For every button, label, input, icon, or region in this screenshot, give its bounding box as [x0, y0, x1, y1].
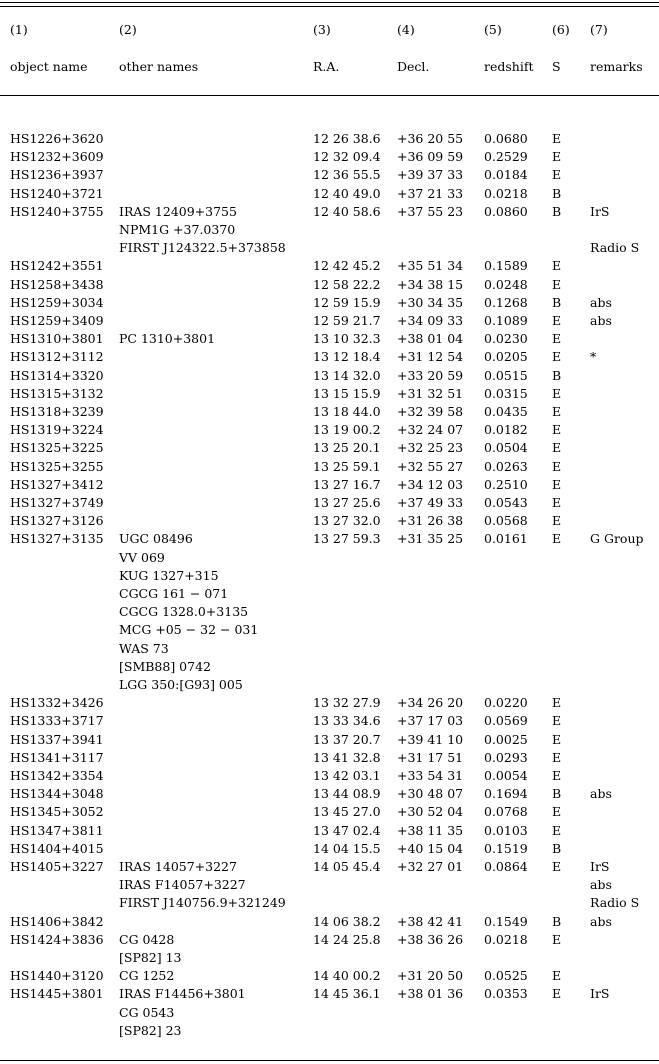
- cell-ra: 13 42 03.1: [313, 768, 381, 783]
- col-title-remarks: remarks: [590, 59, 643, 74]
- cell-other-name: UGC 08496: [119, 531, 193, 547]
- cell-ra: 13 27 59.3: [313, 531, 381, 547]
- cell-decl: +38 01 36: [397, 986, 464, 1002]
- cell-ra: 13 27 25.6: [313, 495, 381, 510]
- cell-decl: +36 20 55: [397, 131, 464, 146]
- cell-decl: +37 49 33: [397, 495, 464, 510]
- cell-ra: 12 59 21.7: [313, 313, 381, 328]
- cell-spectral-class: B: [552, 840, 562, 856]
- cell-object-name: HS1440+3120: [10, 968, 104, 984]
- cell-object-name: HS1318+3239: [10, 404, 104, 419]
- cell-spectral-class: E: [552, 258, 562, 274]
- cell-spectral-class: E: [552, 149, 562, 165]
- cell-object-name: HS1325+3225: [10, 440, 104, 456]
- cell-other-name: CGCG 1328.0+3135: [119, 604, 249, 620]
- cell-remark: abs: [590, 877, 612, 893]
- cell-redshift: 0.0230: [484, 331, 528, 347]
- cell-redshift: 0.1519: [484, 840, 528, 856]
- cell-spectral-class: E: [552, 313, 562, 328]
- cell-remark: abs: [590, 313, 612, 328]
- cell-remark: abs: [590, 294, 612, 310]
- cell-other-name: IRAS 14057+3227: [119, 859, 237, 874]
- cell-remark: *: [590, 349, 597, 365]
- cell-object-name: HS1332+3426: [10, 695, 104, 711]
- cell-decl: +38 42 41: [397, 913, 464, 929]
- cell-spectral-class: E: [552, 404, 562, 419]
- cell-decl: +39 41 10: [397, 731, 464, 747]
- cell-ra: 13 14 32.0: [313, 367, 381, 383]
- cell-spectral-class: E: [552, 713, 562, 729]
- cell-spectral-class: E: [552, 513, 562, 529]
- cell-other-name: VV 069: [119, 549, 165, 565]
- cell-ra: 12 36 55.5: [313, 167, 381, 183]
- cell-other-name: LGG 350:[G93] 005: [119, 677, 243, 692]
- cell-object-name: HS1236+3937: [10, 167, 104, 183]
- cell-ra: 13 41 32.8: [313, 749, 381, 765]
- cell-decl: +37 17 03: [397, 713, 464, 729]
- cell-object-name: HS1347+3811: [10, 822, 104, 838]
- cell-other-name: [SP82] 23: [119, 1022, 182, 1038]
- cell-decl: +34 26 20: [397, 695, 464, 711]
- cell-redshift: 0.0218: [484, 185, 528, 201]
- cell-ra: 13 18 44.0: [313, 404, 381, 419]
- cell-spectral-class: E: [552, 458, 562, 474]
- cell-ra: 13 47 02.4: [313, 822, 381, 838]
- col-number-7: (7): [590, 22, 608, 37]
- cell-object-name: HS1242+3551: [10, 258, 104, 274]
- cell-ra: 13 32 27.9: [313, 695, 381, 711]
- cell-redshift: 0.1549: [484, 913, 528, 929]
- cell-redshift: 0.0864: [484, 859, 528, 874]
- cell-decl: +38 36 26: [397, 931, 464, 947]
- cell-object-name: HS1406+3842: [10, 913, 104, 929]
- cell-other-name: CG 0543: [119, 1004, 175, 1020]
- cell-object-name: HS1258+3438: [10, 276, 104, 292]
- cell-spectral-class: E: [552, 349, 562, 365]
- cell-object-name: HS1405+3227: [10, 859, 104, 874]
- cell-spectral-class: B: [552, 294, 562, 310]
- cell-redshift: 0.0184: [484, 167, 528, 183]
- cell-object-name: HS1314+3320: [10, 367, 104, 383]
- cell-decl: +31 32 51: [397, 385, 464, 401]
- cell-spectral-class: E: [552, 695, 562, 711]
- cell-redshift: 0.0860: [484, 203, 528, 219]
- cell-redshift: 0.0054: [484, 768, 528, 783]
- cell-redshift: 0.0182: [484, 422, 528, 438]
- cell-decl: +30 34 35: [397, 294, 464, 310]
- cell-redshift: 0.0293: [484, 749, 528, 765]
- cell-ra: 14 24 25.8: [313, 931, 381, 947]
- cell-decl: +31 17 51: [397, 749, 464, 765]
- cell-ra: 13 10 32.3: [313, 331, 381, 347]
- cell-other-name: [SP82] 13: [119, 950, 182, 965]
- cell-redshift: 0.0515: [484, 367, 528, 383]
- cell-decl: +32 27 01: [397, 859, 464, 874]
- cell-decl: +38 11 35: [397, 822, 464, 838]
- cell-redshift: 0.1268: [484, 294, 528, 310]
- cell-redshift: 0.0218: [484, 931, 528, 947]
- cell-redshift: 0.0263: [484, 458, 528, 474]
- cell-other-name: IRAS F14057+3227: [119, 877, 246, 893]
- cell-object-name: HS1333+3717: [10, 713, 104, 729]
- cell-spectral-class: E: [552, 986, 562, 1002]
- cell-object-name: HS1240+3755: [10, 203, 104, 219]
- cell-object-name: HS1312+3112: [10, 349, 104, 365]
- cell-other-name: WAS 73: [119, 640, 169, 656]
- cell-object-name: HS1315+3132: [10, 385, 104, 401]
- cell-object-name: HS1445+3801: [10, 986, 104, 1002]
- cell-spectral-class: E: [552, 968, 562, 984]
- cell-ra: 12 42 45.2: [313, 258, 381, 274]
- cell-decl: +30 48 07: [397, 786, 464, 802]
- cell-ra: 13 15 15.9: [313, 385, 381, 401]
- cell-other-name: [SMB88] 0742: [119, 658, 211, 674]
- cell-ra: 12 26 38.6: [313, 131, 381, 146]
- cell-spectral-class: E: [552, 822, 562, 838]
- bottom-rule: [0, 1060, 659, 1061]
- cell-spectral-class: E: [552, 476, 562, 492]
- cell-decl: +32 24 07: [397, 422, 464, 438]
- cell-spectral-class: E: [552, 804, 562, 820]
- cell-redshift: 0.0568: [484, 513, 528, 529]
- cell-redshift: 0.1089: [484, 313, 528, 328]
- cell-ra: 13 25 20.1: [313, 440, 381, 456]
- cell-other-name: CG 1252: [119, 968, 175, 984]
- cell-decl: +37 21 33: [397, 185, 464, 201]
- cell-other-name: IRAS 12409+3755: [119, 203, 237, 219]
- cell-redshift: 0.0103: [484, 822, 528, 838]
- cell-redshift: 0.0569: [484, 713, 528, 729]
- cell-decl: +32 25 23: [397, 440, 464, 456]
- col-title-redshift: redshift: [484, 59, 534, 74]
- cell-ra: 13 25 59.1: [313, 458, 381, 474]
- cell-spectral-class: B: [552, 367, 562, 383]
- cell-decl: +34 12 03: [397, 476, 464, 492]
- cell-spectral-class: E: [552, 276, 562, 292]
- cell-redshift: 0.0025: [484, 731, 528, 747]
- cell-spectral-class: E: [552, 131, 562, 146]
- cell-decl: +31 12 54: [397, 349, 464, 365]
- cell-other-name: PC 1310+3801: [119, 331, 216, 347]
- cell-object-name: HS1325+3255: [10, 458, 104, 474]
- cell-decl: +31 26 38: [397, 513, 464, 529]
- cell-ra: 13 27 32.0: [313, 513, 381, 529]
- cell-decl: +33 20 59: [397, 367, 464, 383]
- cell-ra: 14 05 45.4: [313, 859, 381, 874]
- cell-redshift: 0.2529: [484, 149, 528, 165]
- cell-ra: 13 37 20.7: [313, 731, 381, 747]
- col-title-ra: R.A.: [313, 59, 340, 74]
- cell-decl: +36 09 59: [397, 149, 464, 165]
- cell-redshift: 0.0353: [484, 986, 528, 1002]
- cell-remark: IrS: [590, 203, 610, 219]
- cell-spectral-class: E: [552, 749, 562, 765]
- cell-object-name: HS1345+3052: [10, 804, 104, 820]
- cell-ra: 12 40 49.0: [313, 185, 381, 201]
- cell-redshift: 0.0504: [484, 440, 528, 456]
- cell-ra: 14 04 15.5: [313, 840, 381, 856]
- cell-remark: IrS: [590, 986, 610, 1002]
- cell-redshift: 0.0525: [484, 968, 528, 984]
- col-title-object-name: object name: [10, 59, 88, 74]
- cell-decl: +38 01 04: [397, 331, 464, 347]
- cell-redshift: 0.0768: [484, 804, 528, 820]
- col-number-2: (2): [119, 22, 137, 37]
- cell-spectral-class: B: [552, 203, 562, 219]
- cell-redshift: 0.2510: [484, 476, 528, 492]
- cell-ra: 12 32 09.4: [313, 149, 381, 165]
- cell-ra: 12 40 58.6: [313, 203, 381, 219]
- cell-spectral-class: E: [552, 167, 562, 183]
- cell-remark: Radio S: [590, 895, 640, 911]
- cell-remark: Radio S: [590, 240, 640, 256]
- cell-object-name: HS1424+3836: [10, 931, 104, 947]
- cell-ra: 13 33 34.6: [313, 713, 381, 729]
- col-number-3: (3): [313, 22, 331, 37]
- col-number-5: (5): [484, 22, 502, 37]
- cell-redshift: 0.0435: [484, 404, 528, 419]
- cell-decl: +31 35 25: [397, 531, 464, 547]
- cell-spectral-class: E: [552, 531, 562, 547]
- cell-object-name: HS1337+3941: [10, 731, 104, 747]
- cell-decl: +33 54 31: [397, 768, 464, 783]
- cell-ra: 13 27 16.7: [313, 476, 381, 492]
- col-number-4: (4): [397, 22, 415, 37]
- cell-decl: +39 37 33: [397, 167, 464, 183]
- cell-other-name: FIRST J124322.5+373858: [119, 240, 286, 256]
- cell-decl: +35 51 34: [397, 258, 464, 274]
- cell-spectral-class: B: [552, 786, 562, 802]
- cell-other-name: CG 0428: [119, 931, 175, 947]
- cell-ra: 13 45 27.0: [313, 804, 381, 820]
- cell-ra: 14 40 00.2: [313, 968, 381, 984]
- cell-object-name: HS1404+4015: [10, 840, 104, 856]
- cell-redshift: 0.0220: [484, 695, 528, 711]
- cell-redshift: 0.1589: [484, 258, 528, 274]
- cell-spectral-class: E: [552, 422, 562, 438]
- cell-object-name: HS1232+3609: [10, 149, 104, 165]
- cell-decl: +40 15 04: [397, 840, 464, 856]
- cell-ra: 13 12 18.4: [313, 349, 381, 365]
- col-number-1: (1): [10, 22, 28, 37]
- cell-object-name: HS1327+3749: [10, 495, 104, 510]
- col-title-decl: Decl.: [397, 59, 430, 74]
- cell-redshift: 0.0205: [484, 349, 528, 365]
- cell-decl: +32 55 27: [397, 458, 464, 474]
- cell-decl: +37 55 23: [397, 203, 464, 219]
- cell-ra: 14 45 36.1: [313, 986, 381, 1002]
- cell-remark: abs: [590, 913, 612, 929]
- cell-other-name: IRAS F14456+3801: [119, 986, 246, 1002]
- cell-object-name: HS1259+3409: [10, 313, 104, 328]
- cell-spectral-class: E: [552, 440, 562, 456]
- cell-object-name: HS1327+3126: [10, 513, 104, 529]
- cell-object-name: HS1327+3135: [10, 531, 104, 547]
- cell-other-name: CGCG 161 − 071: [119, 586, 229, 601]
- cell-spectral-class: E: [552, 859, 562, 874]
- cell-object-name: HS1319+3224: [10, 422, 104, 438]
- cell-redshift: 0.0248: [484, 276, 528, 292]
- cell-redshift: 0.0161: [484, 531, 528, 547]
- cell-ra: 13 44 08.9: [313, 786, 381, 802]
- cell-decl: +31 20 50: [397, 968, 464, 984]
- cell-object-name: HS1342+3354: [10, 768, 104, 783]
- cell-decl: +34 38 15: [397, 276, 464, 292]
- cell-object-name: HS1341+3117: [10, 749, 104, 765]
- cell-ra: 12 58 22.2: [313, 276, 381, 292]
- cell-object-name: HS1327+3412: [10, 476, 104, 492]
- cell-other-name: NPM1G +37.0370: [119, 222, 236, 237]
- cell-object-name: HS1310+3801: [10, 331, 104, 347]
- cell-decl: +32 39 58: [397, 404, 464, 419]
- cell-spectral-class: B: [552, 913, 562, 929]
- cell-remark: abs: [590, 786, 612, 802]
- cell-object-name: HS1226+3620: [10, 131, 104, 146]
- cell-spectral-class: B: [552, 185, 562, 201]
- cell-remark: IrS: [590, 859, 610, 874]
- cell-spectral-class: E: [552, 495, 562, 510]
- cell-spectral-class: E: [552, 385, 562, 401]
- cell-spectral-class: E: [552, 331, 562, 347]
- cell-spectral-class: E: [552, 731, 562, 747]
- col-title-s: S: [552, 59, 561, 74]
- cell-redshift: 0.0543: [484, 495, 528, 510]
- cell-other-name: MCG +05 − 32 − 031: [119, 622, 259, 638]
- col-title-other-names: other names: [119, 59, 199, 74]
- cell-decl: +34 09 33: [397, 313, 464, 328]
- cell-object-name: HS1259+3034: [10, 294, 104, 310]
- cell-redshift: 0.1694: [484, 786, 528, 802]
- cell-spectral-class: E: [552, 931, 562, 947]
- col-number-6: (6): [552, 22, 570, 37]
- cell-redshift: 0.0680: [484, 131, 528, 146]
- cell-other-name: FIRST J140756.9+321249: [119, 895, 286, 911]
- cell-object-name: HS1344+3048: [10, 786, 104, 802]
- cell-remark: G Group: [590, 531, 644, 547]
- cell-object-name: HS1240+3721: [10, 185, 104, 201]
- cell-decl: +30 52 04: [397, 804, 464, 820]
- cell-other-name: KUG 1327+315: [119, 567, 219, 583]
- cell-ra: 14 06 38.2: [313, 913, 381, 929]
- cell-ra: 12 59 15.9: [313, 294, 381, 310]
- cell-spectral-class: E: [552, 768, 562, 783]
- cell-redshift: 0.0315: [484, 385, 528, 401]
- cell-ra: 13 19 00.2: [313, 422, 381, 438]
